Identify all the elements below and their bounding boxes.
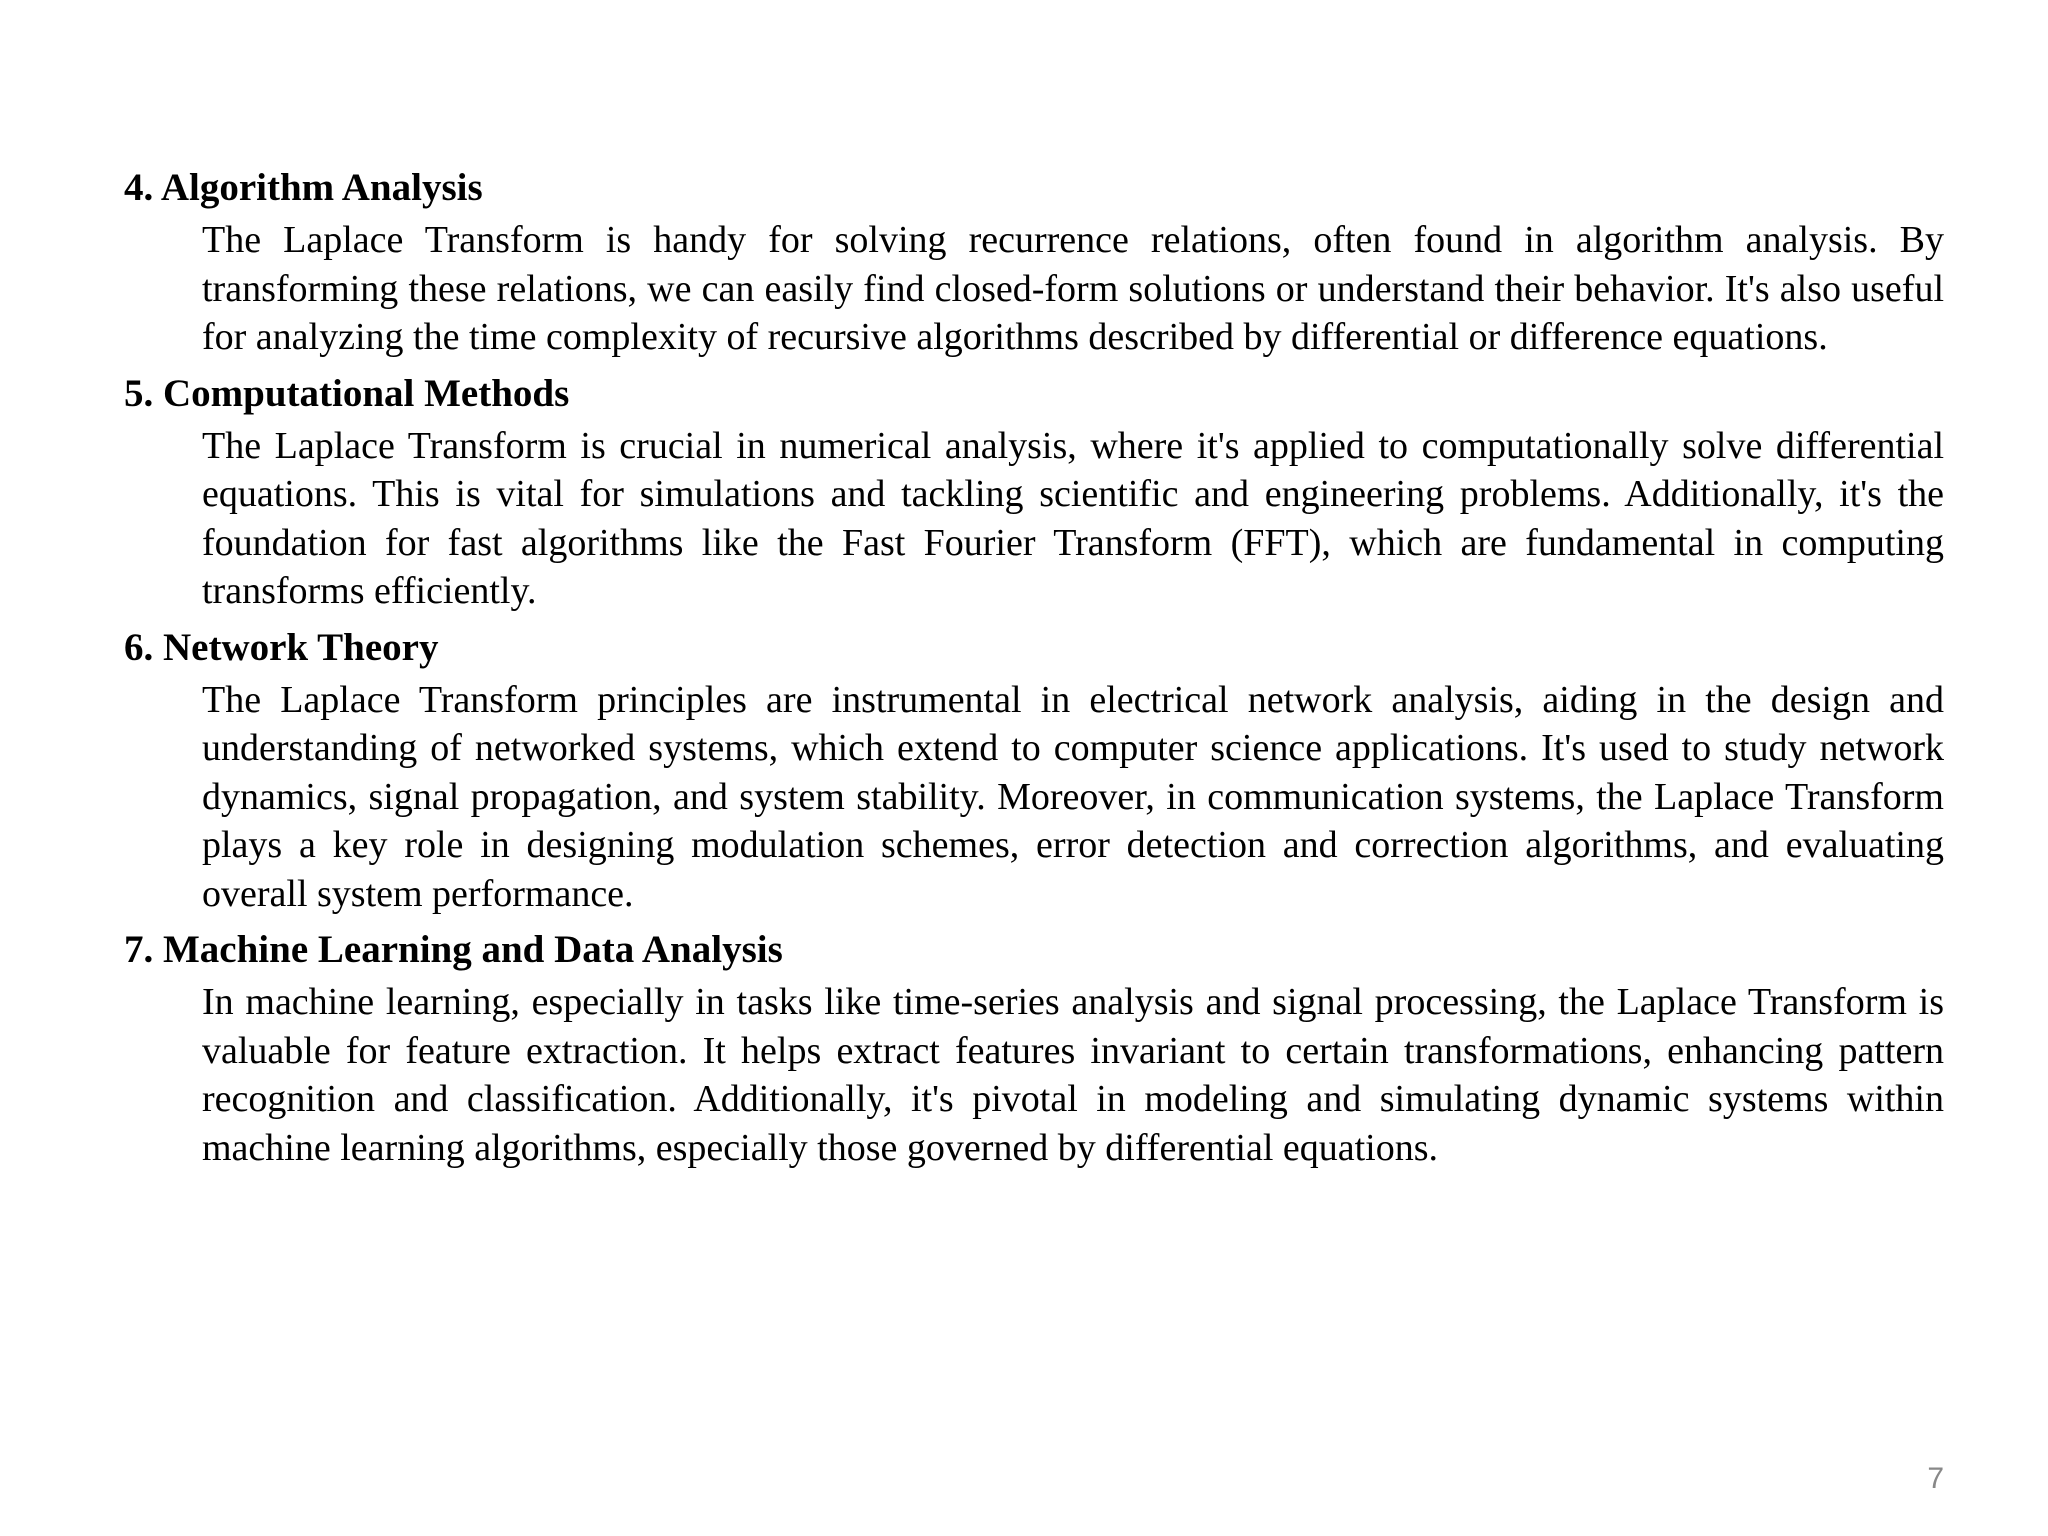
section-algorithm-analysis xyxy=(124,160,1944,366)
section-body: The Laplace Transform is crucial in numerical analysis, where it's applied to computationally solve differential equations. This is vital for simulations and tackling scientific and engineering problems. Additionally, it's the foundation for fast algorithms like the Fast Fourier Transform (FFT), which are fundamental in computing transforms efficiently. xyxy=(202,424,1944,612)
section-heading: 4. Algorithm Analysis xyxy=(124,166,483,209)
section-body: The Laplace Transform principles are instrumental in electrical network analysis, aiding in the design and understanding of networked systems, which extend to computer science applications. It's used to study network dynamics, signal propagation, and system stability. Moreover, in communication systems, the Laplace Transform plays a key role in designing modulation schemes, error detection and correction algorithms, and evaluating overall system performance. xyxy=(202,678,1944,915)
page-number: 7 xyxy=(1927,1462,1944,1495)
section-computational-methods xyxy=(124,366,1944,620)
section-heading: 7. Machine Learning and Data Analysis xyxy=(124,928,783,971)
section-body: In machine learning, especially in tasks like time-series analysis and signal processing, the Laplace Transform is valuable for feature extraction. It helps extract features invariant to certain transformations, enhancing pattern recognition and classification. Additionally, it's pivotal in modeling and simulating dynamic systems within machine learning algorithms, especially those governed by differential equations. xyxy=(202,981,1944,1169)
slide-content xyxy=(124,160,1944,1176)
section-heading: 6. Network Theory xyxy=(124,625,439,669)
section-heading: 5. Computational Methods xyxy=(124,371,570,415)
section-network-theory xyxy=(124,620,1944,923)
section-body: The Laplace Transform is handy for solving recurrence relations, often found in algorithm analysis. By transforming these relations, we can easily find closed-form solutions or understand their behavior. It's also useful for analyzing the time complexity of recursive algorithms described by differential or difference equations. xyxy=(202,219,1944,358)
section-machine-learning xyxy=(124,922,1944,1176)
